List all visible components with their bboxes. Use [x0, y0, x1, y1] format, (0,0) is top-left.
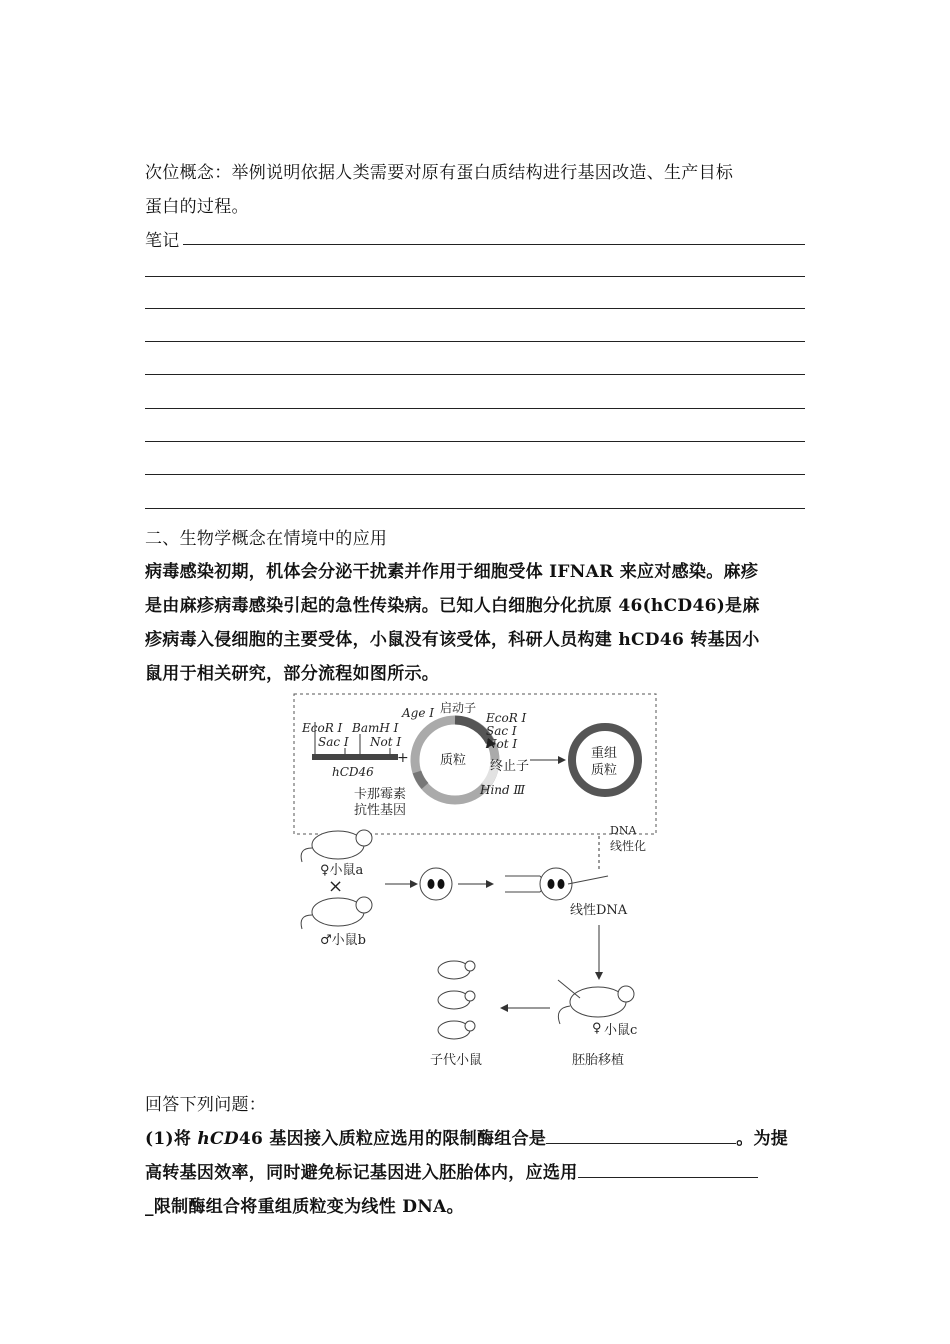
hcd46-label: hCD46: [332, 765, 374, 779]
question-1-line-1: [145, 1124, 788, 1149]
plasmid-center-label: 质粒: [440, 753, 467, 768]
recombinant-plasmid: [572, 727, 638, 793]
question-1-line-2: [145, 1158, 758, 1183]
concept-line-1: 次位概念：举例说明依据人类需要对原有蛋白质结构进行基因改造、生产目标: [145, 163, 734, 183]
notes-line: [145, 276, 805, 277]
answer-blank-2[interactable]: [578, 1160, 758, 1178]
offspring-label: 子代小鼠: [430, 1053, 483, 1068]
q1-text: 高转基因效率，同时避免标记基因进入胚胎体内，应选用: [145, 1163, 578, 1183]
microinjection: [505, 868, 608, 900]
ecor1-plasmid-label: EcoR Ⅰ: [486, 711, 527, 725]
notes-line: [145, 341, 805, 342]
section-heading: 二、生物学概念在情境中的应用: [145, 529, 388, 549]
ecor1-site-label: EcoR Ⅰ: [302, 721, 343, 735]
notes-line: [183, 244, 805, 245]
notes-line: [145, 508, 805, 509]
notes-line: [145, 474, 805, 475]
mouse-a-label: ♀小鼠a: [320, 863, 364, 878]
q1-text: 限制酶组合将重组质粒变为线性 DNA。: [153, 1197, 464, 1217]
paragraph-line: 是由麻疹病毒感染引起的急性传染病。已知人白细胞分化抗原 46(hCD46)是麻: [145, 596, 760, 616]
answer-blank-1[interactable]: [546, 1126, 736, 1144]
cross-symbol: ×: [328, 876, 344, 897]
mouse-c-sex: ♀: [592, 1021, 602, 1036]
zygote: [420, 868, 452, 900]
q1-text: 基因接入质粒应选用的限制酶组合是: [263, 1129, 547, 1149]
paragraph-line: 病毒感染初期，机体会分泌干扰素并作用于细胞受体 IFNAR 来应对感染。麻疹: [145, 562, 759, 582]
embryo-transfer-label: 胚胎移植: [572, 1053, 625, 1068]
sac1-plasmid-label: Sac Ⅰ: [486, 724, 517, 738]
notes-line: [145, 374, 805, 375]
kanamycin-label: 卡那霉素: [354, 787, 407, 802]
hcd46-gene-fragment: [301, 721, 409, 779]
bamh1-site-label: BamH Ⅰ: [352, 721, 399, 735]
mouse-c: [558, 980, 634, 1024]
concept-line-2: 蛋白的过程。: [145, 197, 249, 217]
notes-label: 笔记: [145, 231, 180, 251]
recombinant-label: 重组: [591, 746, 618, 761]
linearize-label: 线性化: [610, 839, 647, 853]
question-1-line-3: [145, 1192, 464, 1217]
mouse-c-label: 小鼠c: [604, 1023, 638, 1038]
plus-sign: +: [397, 750, 409, 766]
terminator-label: 终止子: [490, 759, 530, 774]
paragraph-line: 疹病毒入侵细胞的主要受体，小鼠没有该受体，科研人员构建 hCD46 转基因小: [145, 630, 760, 650]
q1-gene: hCD: [197, 1129, 239, 1149]
not1-plasmid-label: Not Ⅰ: [486, 737, 518, 751]
hind3-site-label: Hind Ⅲ: [480, 783, 526, 797]
mouse-b-label: ♂小鼠b: [320, 933, 366, 948]
offspring-mice: [438, 961, 475, 1039]
promoter-label: 启动子: [440, 701, 477, 715]
notes-line: [145, 408, 805, 409]
transgenic-mouse-flow-diagram: [290, 690, 670, 1070]
paragraph-line: 鼠用于相关研究，部分流程如图所示。: [145, 664, 440, 684]
mouse-b: [301, 897, 372, 929]
notes-line: [145, 441, 805, 442]
q1-gene-number: 46: [238, 1129, 264, 1149]
sac1-site-label: Sac Ⅰ: [318, 735, 349, 749]
q1-text: 。为提: [736, 1129, 789, 1149]
linear-dna-label: 线性DNA: [570, 903, 628, 918]
linearize-label: DNA: [610, 824, 637, 837]
mouse-a: [301, 830, 372, 862]
age1-site-label: Age Ⅰ: [402, 706, 435, 720]
resistance-gene-label: 抗性基因: [354, 803, 407, 818]
recombinant-label: 质粒: [591, 763, 618, 778]
notes-line: [145, 308, 805, 309]
questions-intro: 回答下列问题：: [145, 1095, 267, 1115]
q1-blank-tail: _: [145, 1197, 154, 1217]
q1-text: (1)将: [145, 1129, 198, 1149]
not1-site-label: Not Ⅰ: [370, 735, 402, 749]
